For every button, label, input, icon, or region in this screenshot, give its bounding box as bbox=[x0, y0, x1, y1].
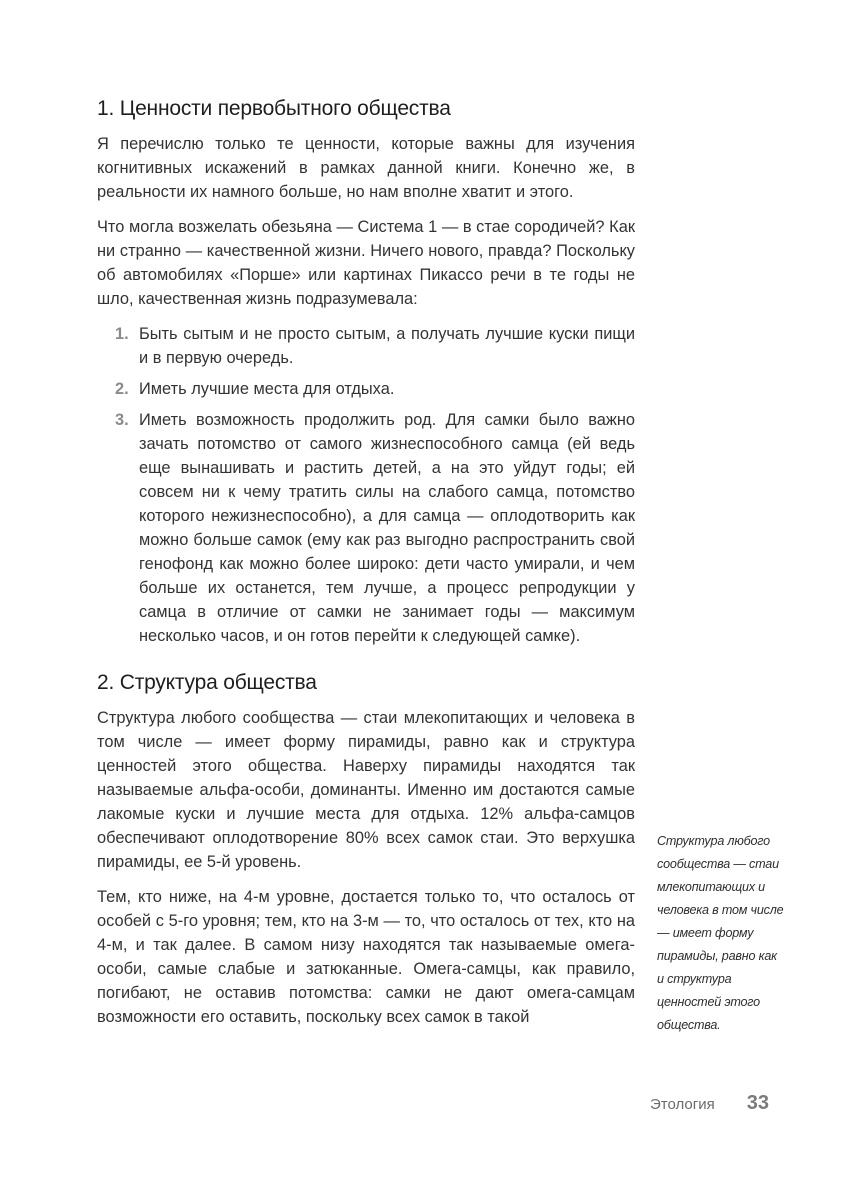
list-item-text: Быть сытым и не просто сытым, а получать лучшие куски пищи и в первую очередь. bbox=[139, 325, 635, 367]
main-text-column bbox=[97, 96, 635, 1040]
numbered-list bbox=[97, 322, 635, 648]
paragraph: Тем, кто ниже, на 4-м уровне, достается только то, что осталось от особей с 5-го уровня; тем, кто на 3-м — то, что осталось от тех, кто на 4-м, и так далее. В самом низу находятся так называемые омега-особи, самые слабые и затюканные. Омега-самцы, как правило, погибают, не оставив потомства: самки не дают омега-самцам возможности его оставить, поскольку всех самок в такой bbox=[97, 888, 635, 1026]
list-item bbox=[97, 377, 635, 401]
paragraph: Что могла возжелать обезьяна — Система 1 — в стае сородичей? Как ни странно — качественной жизни. Ничего нового, правда? Поскольку об автомобилях «Порше» или картинах Пикассо речи в те годы не шло, качественная жизнь подразумевала: bbox=[97, 218, 635, 308]
list-item-text: Иметь лучшие места для отдыха. bbox=[139, 380, 395, 398]
page-footer bbox=[650, 1092, 769, 1115]
list-item bbox=[97, 322, 635, 370]
list-number: 3. bbox=[115, 411, 129, 429]
page-number: 33 bbox=[746, 1092, 769, 1114]
margin-note: Структура любого сообщества — стаи млекопитающих и человека в том числе — имеет форму пирамиды, равно как и структура ценностей этого общества. bbox=[657, 834, 784, 1032]
chapter-name: Этология bbox=[650, 1096, 715, 1113]
list-item bbox=[97, 408, 635, 648]
paragraph: Структура любого сообщества — стаи млекопитающих и человека в том числе — имеет форму пирамиды, равно как и структура ценностей этого общества. Наверху пирамиды находятся так называемые альфа-особи, доминанты. Именно им достаются самые лакомые куски и лучшие места для отдыха. 12% альфа-самцов обеспечивают оплодотворение 80% всех самок стаи. Это верхушка пирамиды, ее 5-й уровень. bbox=[97, 709, 635, 871]
list-number: 1. bbox=[115, 325, 129, 343]
section-heading: 2. Структура общества bbox=[97, 671, 317, 694]
section-heading: 1. Ценности первобытного общества bbox=[97, 97, 451, 120]
paragraph: Я перечислю только те ценности, которые важны для изучения когнитивных искажений в рамках данной книги. Конечно же, в реальности их намного больше, но нам вполне хватит и этого. bbox=[97, 135, 635, 201]
section-structure bbox=[97, 670, 635, 1029]
section-values bbox=[97, 96, 635, 648]
list-item-text: Иметь возможность продолжить род. Для самки было важно зачать потомство от самого жизнеспособного самца (ей ведь еще вынашивать и растить детей, а на это уйдут годы; ей совсем ни к чему тратить силы на слабого самца, потомство которого нежизнеспособно), а для самца — оплодотворить как можно больше самок (ему как раз выгодно распространить свой генофонд как можно более широко: дети часто умирали, и чем больше их останется, тем лучше, а процесс репродукции у самца в отличие от самки не занимает годы — максимум несколько часов, и он готов перейти к следующей самке). bbox=[139, 411, 635, 645]
list-number: 2. bbox=[115, 380, 129, 398]
